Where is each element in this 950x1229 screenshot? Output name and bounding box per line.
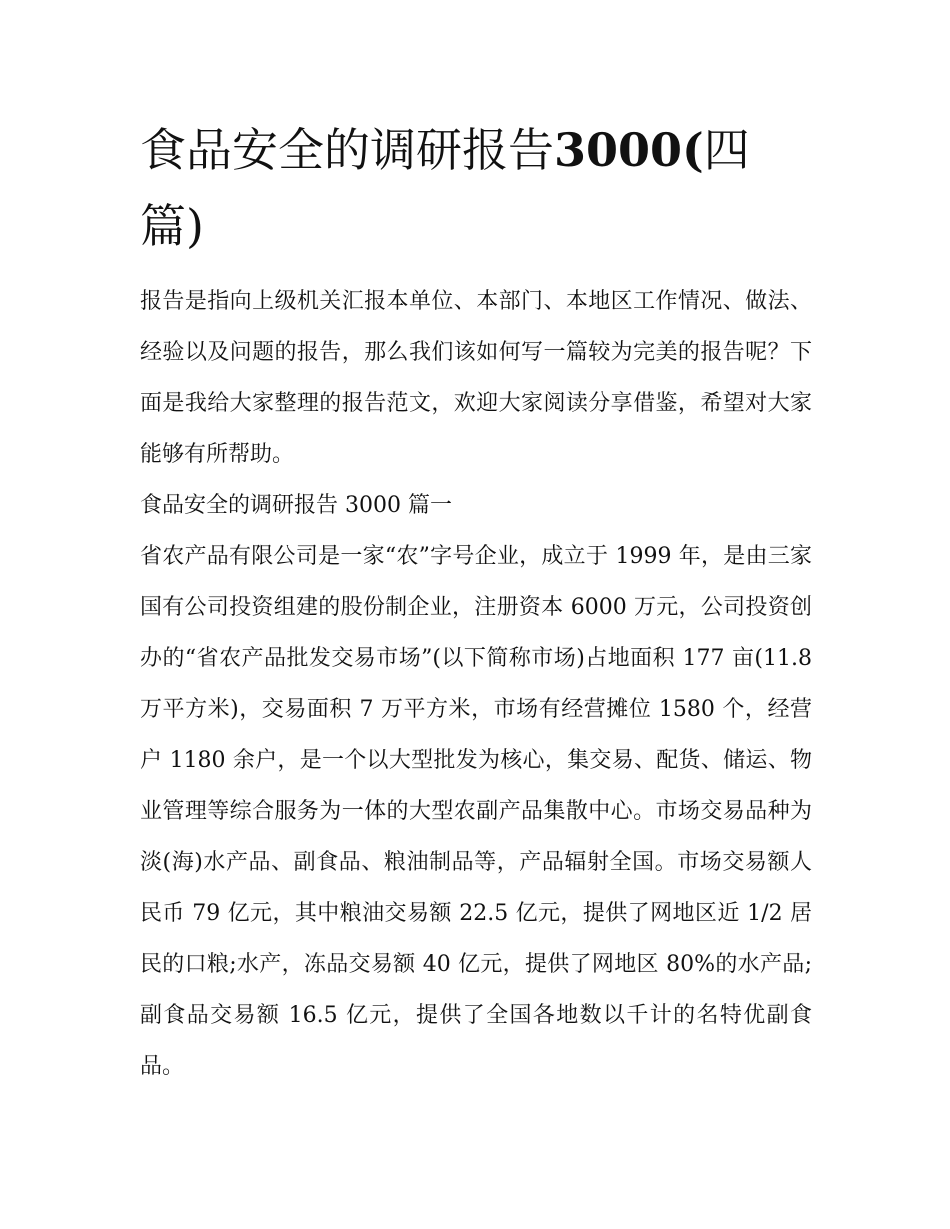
title-number: 3000( xyxy=(554,123,704,177)
title-text-part1: 食品安全的调研报告 xyxy=(140,123,554,177)
body-paragraph: 省农产品有限公司是一家“农”字号企业，成立于 1999 年，是由三家国有公司投资组建的股份制企业，注册资本 6000 万元，公司投资创办的“省农产品批发交易市场”(以下简称市场)占地面积 177 亩(11.8 万平方米)，交易面积 7 万平方米，市场有经营摊位 1580 个，经营户 1180 余户，是一个以大型批发为核心，集交易、配货、储运、物业管理等综合服务为一体的大型农副产品集散中心。市场交易品种为淡(海)水产品、副食品、粮油制品等，产品辐射全国。市场交易额人民币 79 亿元，其中粮油交易额 22.5 亿元，提供了网地区近 1/2 居民的口粮;水产，冻品交易额 40 亿元，提供了网地区 80%的水产品;副食品交易额 16.5 亿元，提供了全国各地数以千计的名特优副食品。 xyxy=(140,544,812,1079)
document-title xyxy=(140,112,800,264)
title-text-part2: 四篇) xyxy=(140,123,750,253)
intro-paragraph: 报告是指向上级机关汇报本单位、本部门、本地区工作情况、做法、经验以及问题的报告，那么我们该如何写一篇较为完美的报告呢？下面是我给大家整理的报告范文，欢迎大家阅读分享借鉴，希望对大家能够有所帮助。 xyxy=(140,289,812,467)
section-heading: 食品安全的调研报告 3000 篇一 xyxy=(140,493,452,518)
document-body xyxy=(140,276,812,1092)
